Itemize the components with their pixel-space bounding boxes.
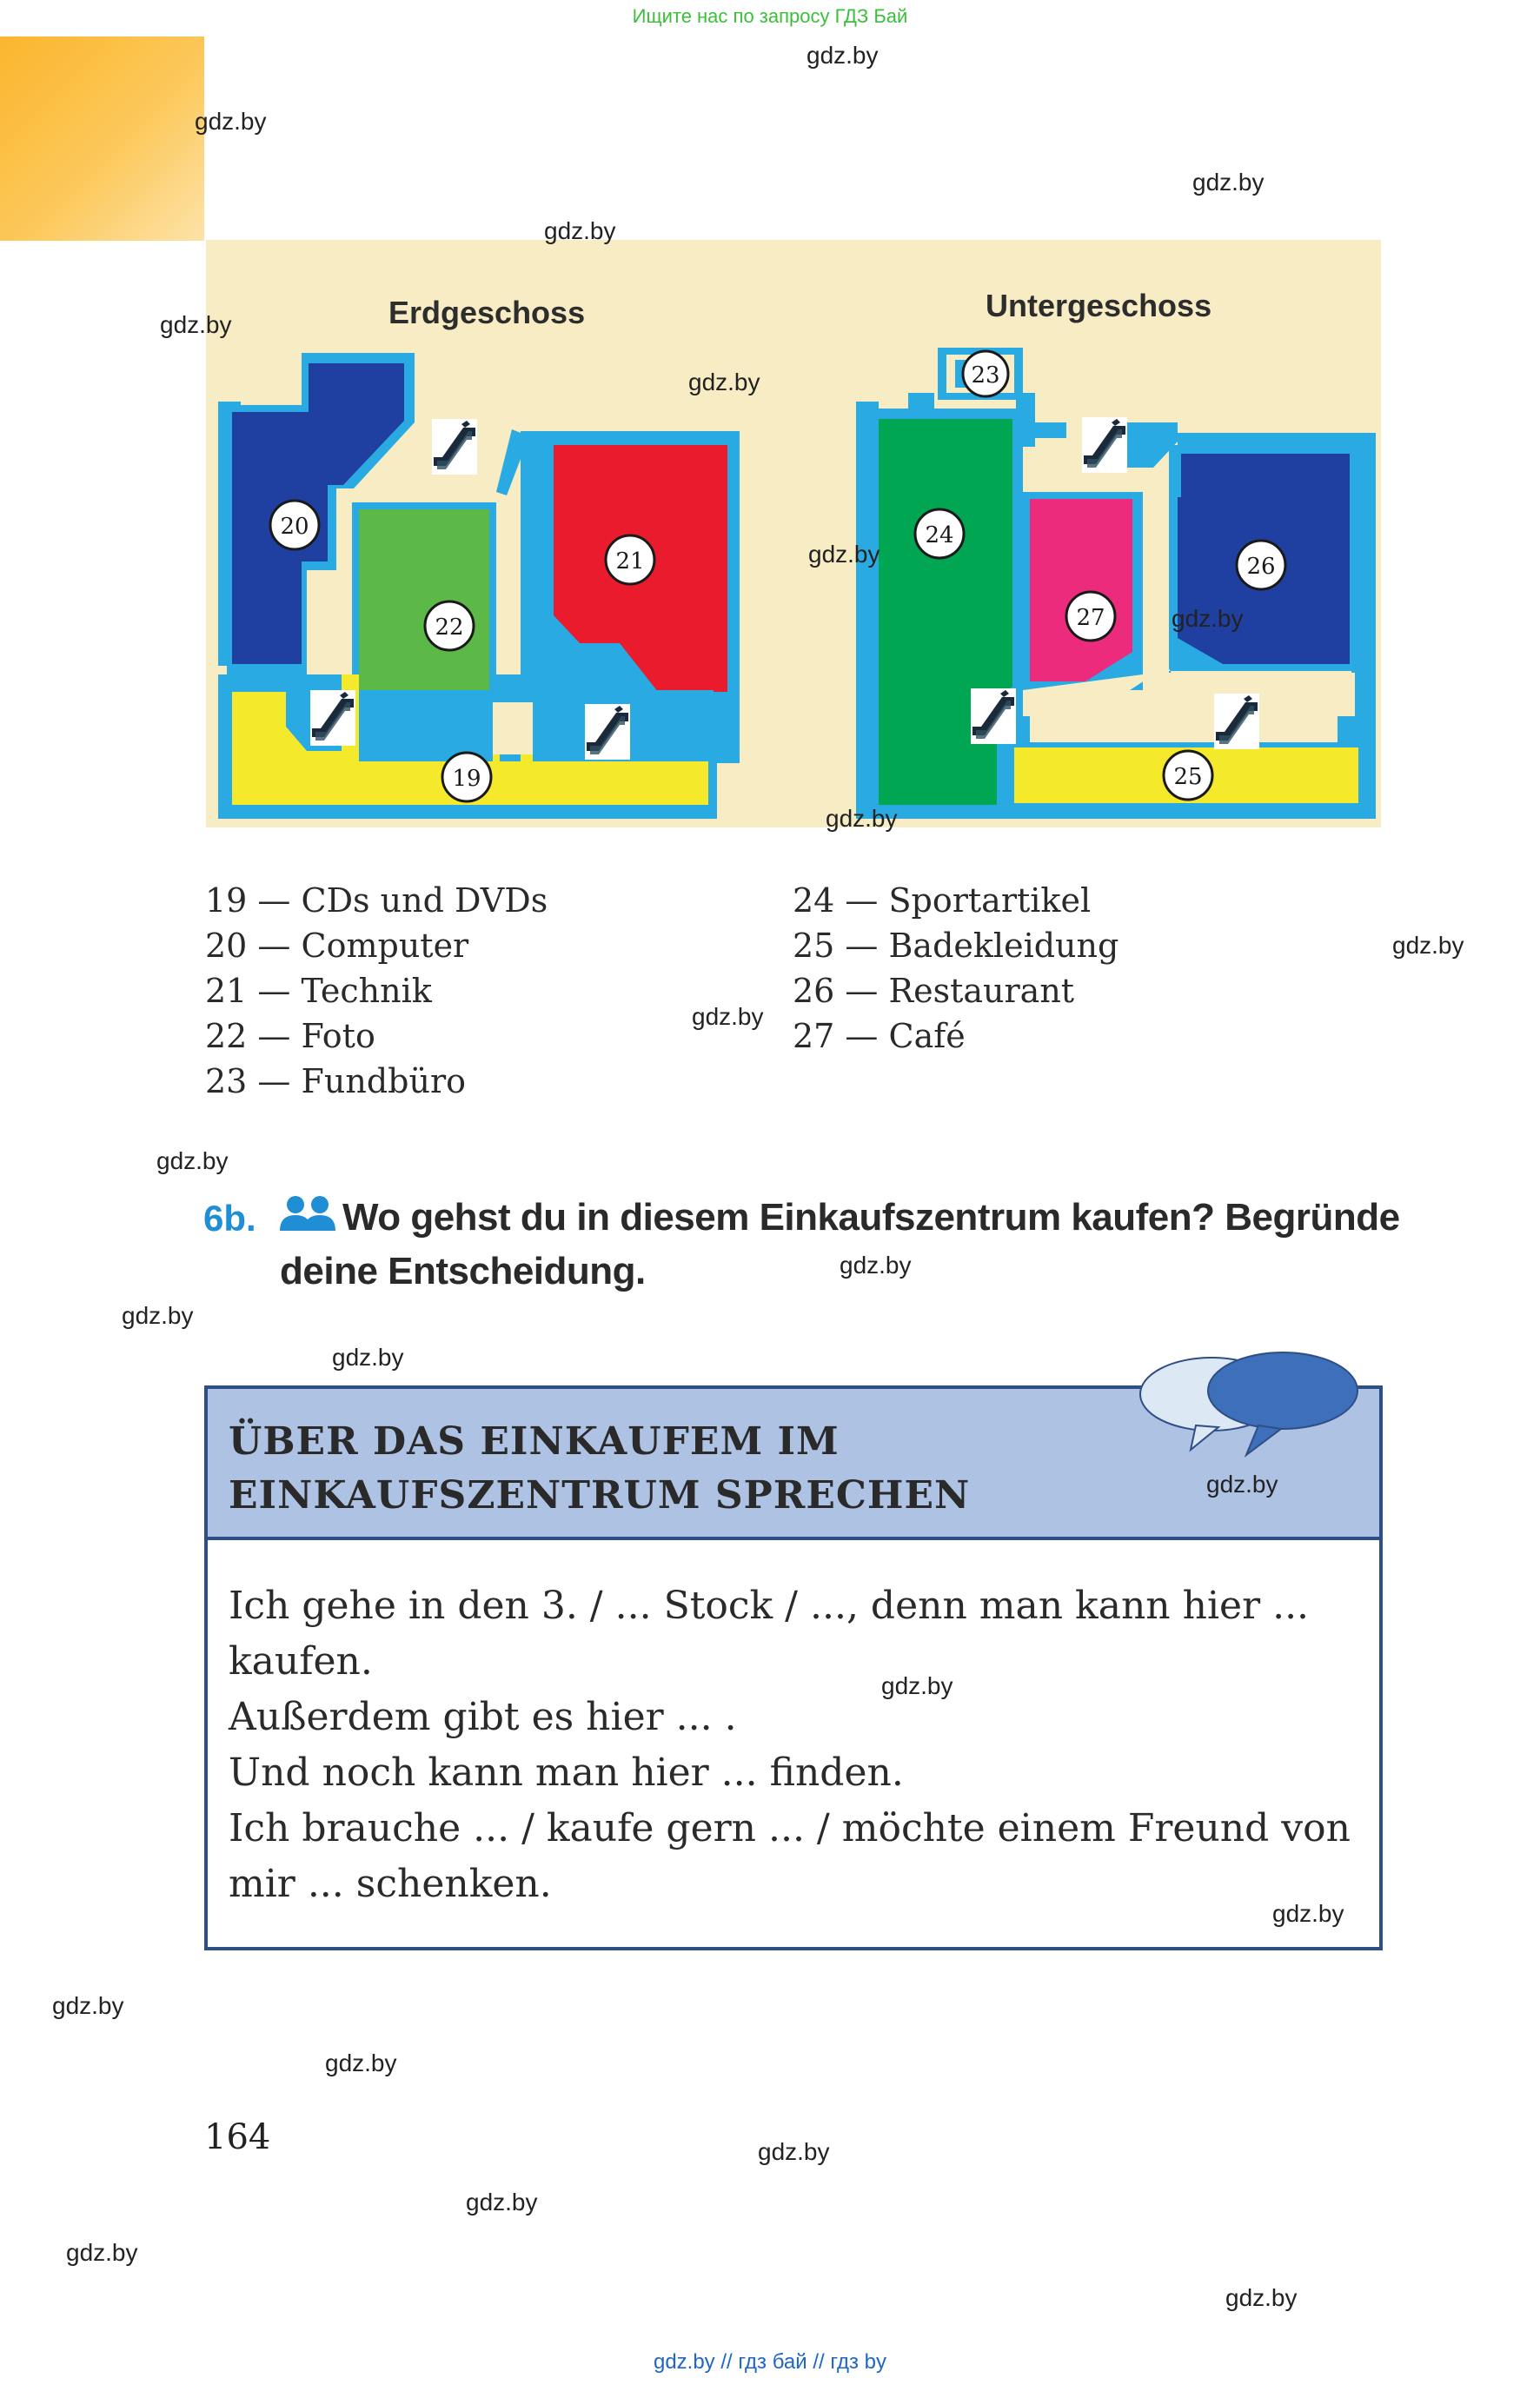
phrase-line: Ich brauche ... / kaufe gern ... / möchte einem Freund von <box>229 1806 1351 1850</box>
watermark: gdz.by <box>808 541 880 568</box>
footer-links[interactable]: gdz.by // гдз бай // гдз by <box>653 2350 887 2374</box>
phrase-box-title-line-1: ÜBER DAS EINKAUFEM IM <box>229 1419 840 1464</box>
watermark: gdz.by <box>156 1147 229 1174</box>
legend-item: 23 — Fundbüro <box>205 1062 466 1100</box>
phrase-line: Und noch kann man hier ... finden. <box>229 1751 904 1795</box>
shop-label-27: 27 <box>1076 605 1105 631</box>
escalator-icon <box>971 688 1016 744</box>
watermark: gdz.by <box>466 2189 538 2216</box>
watermark: gdz.by <box>325 2050 397 2076</box>
watermark: gdz.by <box>692 1003 764 1030</box>
watermark: gdz.by <box>1392 932 1464 959</box>
map-svg <box>206 240 1381 827</box>
phrase-line: Ich gehe in den 3. / ... Stock / ..., denn man kann hier ... <box>229 1584 1310 1628</box>
pair-work-icon <box>278 1194 339 1234</box>
search-hint-link[interactable]: Ищите нас по запросу ГДЗ Бай <box>632 5 908 27</box>
phrase-line: mir ... schenken. <box>229 1862 552 1906</box>
escalator-icon <box>1082 417 1127 473</box>
page-number: 164 <box>204 2117 271 2157</box>
shop-label-19: 19 <box>452 766 481 792</box>
floor-title-erdgeschoss: Erdgeschoss <box>388 295 586 330</box>
phrase-box-body <box>229 1578 1358 1912</box>
floor-title-untergeschoss: Untergeschoss <box>986 288 1212 323</box>
watermark: gdz.by <box>758 2138 830 2165</box>
shop-label-25: 25 <box>1173 764 1203 790</box>
watermark: gdz.by <box>195 108 267 135</box>
watermark: gdz.by <box>688 369 760 395</box>
watermark: gdz.by <box>332 1344 404 1371</box>
task-number: 6b. <box>203 1198 256 1239</box>
shop-label-20: 20 <box>280 514 309 540</box>
watermark: gdz.by <box>160 311 232 338</box>
watermark: gdz.by <box>840 1252 912 1279</box>
escalator-icon <box>310 690 355 746</box>
shop-label-21: 21 <box>615 548 645 575</box>
phrase-box-title-line-2: EINKAUFSZENTRUM SPRECHEN <box>229 1473 971 1518</box>
phrase-line: kaufen. <box>229 1639 373 1684</box>
watermark: gdz.by <box>122 1302 194 1329</box>
legend-item: 25 — Badekleidung <box>793 927 1119 965</box>
watermark: gdz.by <box>807 42 879 69</box>
shop-label-23: 23 <box>971 362 1000 389</box>
shop-24 <box>879 419 1012 805</box>
shop-27 <box>1030 499 1132 681</box>
legend-item: 27 — Café <box>793 1017 966 1055</box>
watermark: gdz.by <box>66 2239 138 2266</box>
speech-bubbles-icon <box>1135 1351 1363 1460</box>
legend-item: 22 — Foto <box>205 1017 375 1055</box>
escalator-icon <box>585 704 630 760</box>
legend-item: 26 — Restaurant <box>793 972 1075 1010</box>
watermark: gdz.by <box>1272 1900 1344 1927</box>
escalator-icon <box>1214 694 1259 749</box>
shopping-center-map <box>206 240 1381 827</box>
task-line-2: deine Entscheidung. <box>280 1250 646 1292</box>
escalator-icon <box>432 419 477 475</box>
watermark: gdz.by <box>544 217 616 244</box>
shop-label-24: 24 <box>925 522 954 548</box>
watermark: gdz.by <box>1172 605 1244 632</box>
watermark: gdz.by <box>52 1992 124 2019</box>
phrase-box-title <box>229 1415 970 1523</box>
corner-decoration <box>0 37 204 241</box>
watermark: gdz.by <box>1206 1471 1278 1498</box>
watermark: gdz.by <box>881 1672 953 1699</box>
watermark: gdz.by <box>826 805 898 832</box>
legend-item: 21 — Technik <box>205 972 432 1010</box>
legend-item: 20 — Computer <box>205 927 469 965</box>
shop-label-22: 22 <box>435 615 464 641</box>
watermark: gdz.by <box>1192 169 1265 196</box>
phrase-line: Außerdem gibt es hier ... . <box>229 1695 737 1739</box>
legend-item: 19 — CDs und DVDs <box>205 881 548 920</box>
legend-item: 24 — Sportartikel <box>793 881 1092 920</box>
watermark: gdz.by <box>1225 2284 1298 2311</box>
erdgeschoss-plan <box>218 353 740 819</box>
shop-22 <box>359 509 489 690</box>
shop-label-26: 26 <box>1246 554 1276 580</box>
task-line-1: Wo gehst du in diesem Einkaufszentrum kaufen? Begründe <box>342 1196 1400 1239</box>
